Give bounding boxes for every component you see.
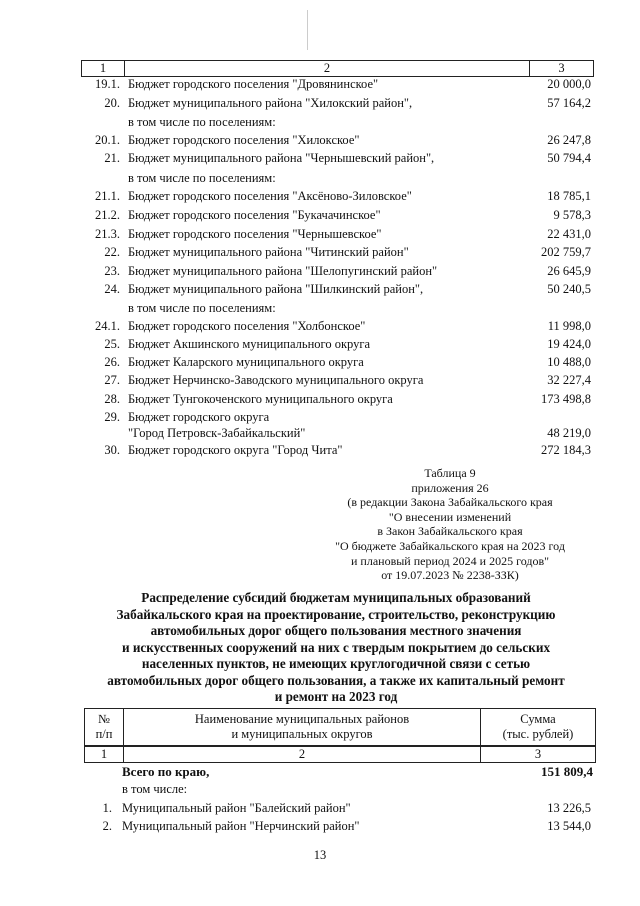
note-line: Таблица 9	[424, 466, 476, 480]
row-text: в том числе по поселениям:	[128, 301, 276, 315]
row-number: 30.	[104, 443, 120, 457]
title-line: Забайкальского края на проектирование, строительство, реконструкцию	[116, 606, 556, 622]
note-line: в Закон Забайкальского края	[377, 524, 523, 539]
table-row	[0, 301, 640, 319]
row-value: 13 544,0	[547, 819, 591, 833]
row-value: 22 431,0	[547, 227, 591, 241]
row-text: Бюджет городского поселения "Хилокское"	[128, 133, 360, 147]
note-line: приложения 26	[411, 480, 489, 495]
row-text: Бюджет Тунгокоченского муниципального округа	[128, 392, 393, 406]
title-line: Распределение субсидий бюджетам муниципальных образований	[141, 590, 531, 605]
table1-col1-index: 1	[99, 61, 107, 75]
table-row	[0, 282, 640, 300]
row-text: Муниципальный район "Балейский район"	[122, 801, 351, 815]
note-line: "О бюджете Забайкальского края на 2023 год	[335, 538, 565, 553]
row-text: Бюджет муниципального района "Шилкинский район",	[128, 282, 424, 296]
table-row	[0, 426, 640, 444]
table-row	[0, 319, 640, 337]
row-text: Бюджет городского поселения "Чернышевское"	[128, 227, 382, 241]
row-text: Бюджет муниципального района "Чернышевский район",	[128, 151, 435, 165]
row-number: 19.1.	[95, 77, 120, 91]
row-number: 29.	[104, 410, 120, 424]
table-row	[0, 264, 640, 282]
header-text: и муниципальных округов	[231, 727, 373, 741]
row-value: 57 164,2	[547, 96, 591, 110]
row-text: Муниципальный район "Нерчинский район"	[122, 819, 360, 833]
table-row	[0, 77, 640, 95]
table-row	[0, 96, 640, 114]
header-text: Наименование муниципальных районов	[194, 712, 410, 726]
total-value: 151 809,4	[541, 764, 593, 779]
scan-mark	[307, 10, 308, 50]
table-row	[0, 133, 640, 151]
row-number: 21.3.	[95, 227, 120, 241]
row-number: 1.	[102, 801, 112, 815]
row-number: 28.	[104, 392, 120, 406]
note-line: "О внесении изменений	[388, 509, 512, 524]
row-number: 20.1.	[95, 133, 120, 147]
row-text: Бюджет муниципального района "Шелопугинский район"	[128, 264, 438, 278]
row-text: Бюджет муниципального района "Хилокский район",	[128, 96, 413, 110]
table-row	[0, 355, 640, 373]
row-text: Бюджет городского поселения "Букачачинское"	[128, 208, 381, 222]
table2-col3-index: 3	[534, 747, 542, 761]
row-number: 20.	[104, 96, 120, 110]
row-value: 10 488,0	[547, 355, 591, 369]
row-number: 24.	[104, 282, 120, 296]
table-row	[0, 115, 640, 133]
row-text: Бюджет городского поселения "Аксёново-Зиловское"	[128, 189, 412, 203]
header-text: (тыс. рублей)	[502, 727, 574, 741]
row-value: 50 240,5	[547, 282, 591, 296]
row-text: Бюджет городского округа	[128, 410, 270, 424]
table-row	[0, 227, 640, 245]
row-number: 25.	[104, 337, 120, 351]
row-value: 19 424,0	[547, 337, 591, 351]
row-value: 32 227,4	[547, 373, 591, 387]
row-value: 173 498,8	[541, 392, 591, 406]
title-line: автомобильных дорог общего пользования местного значения	[150, 623, 522, 638]
table2-header	[84, 708, 596, 746]
row-text: Бюджет городского округа "Город Чита"	[128, 443, 343, 457]
row-text: Бюджет городского поселения "Дровянинское"	[128, 77, 379, 91]
table-row	[0, 337, 640, 355]
table-row	[0, 208, 640, 226]
table1-header	[81, 60, 594, 77]
row-value: 13 226,5	[547, 801, 591, 815]
note-line: от 19.07.2023 № 2238-ЗЗК)	[381, 568, 519, 583]
row-text: Бюджет Каларского муниципального округа	[128, 355, 364, 369]
table-row	[0, 245, 640, 263]
table-row	[0, 819, 640, 837]
row-text: Бюджет муниципального района "Читинский район"	[128, 245, 409, 259]
row-value: 26 645,9	[547, 264, 591, 278]
table-row	[0, 171, 640, 189]
page-number: 13	[313, 848, 327, 862]
note-line: (в редакции Закона Забайкальского края	[347, 495, 553, 510]
table2-index-row	[84, 746, 596, 763]
note-line: и плановый период 2024 и 2025 годов"	[350, 553, 550, 568]
table1-col2-index: 2	[323, 61, 331, 75]
document-title	[76, 590, 596, 706]
row-text: в том числе по поселениям:	[128, 115, 276, 129]
row-value: 18 785,1	[547, 189, 591, 203]
table2-body	[0, 764, 640, 844]
table-row	[0, 392, 640, 410]
row-value: 26 247,8	[547, 133, 591, 147]
table-row	[0, 443, 640, 461]
including-row	[0, 782, 640, 800]
row-value: 11 998,0	[547, 319, 591, 333]
row-value: 9 578,3	[553, 208, 591, 222]
table2-col1-index: 1	[100, 747, 108, 761]
total-row	[0, 764, 640, 782]
row-number: 22.	[104, 245, 120, 259]
row-text: "Город Петровск-Забайкальский"	[128, 426, 306, 440]
header-text: Сумма	[520, 712, 556, 726]
row-value: 272 184,3	[541, 443, 591, 457]
row-text: Бюджет Акшинского муниципального округа	[128, 337, 371, 351]
row-value: 202 759,7	[541, 245, 591, 259]
row-number: 27.	[104, 373, 120, 387]
row-number: 24.1.	[95, 319, 120, 333]
table-row	[0, 189, 640, 207]
row-value: 20 000,0	[547, 77, 591, 91]
title-line: и искусственных сооружений на них с твердым покрытием до сельских	[121, 639, 551, 655]
table2-col1-header	[85, 712, 123, 742]
row-number: 21.	[104, 151, 120, 165]
table1-col3-index: 3	[558, 61, 565, 75]
table2-col3-header	[481, 712, 595, 742]
row-text: Бюджет Нерчинско-Заводского муниципального округа	[128, 373, 424, 387]
row-number: 21.2.	[95, 208, 120, 222]
row-value: 48 219,0	[547, 426, 591, 440]
row-text: Бюджет городского поселения "Холбонское"	[128, 319, 366, 333]
row-number: 23.	[104, 264, 120, 278]
table-row	[0, 373, 640, 391]
title-line: населенных пунктов, не имеющих круглогодичной связи с сетью	[141, 656, 531, 671]
title-line: и ремонт на 2023 год	[274, 689, 398, 704]
row-text: в том числе по поселениям:	[128, 171, 276, 185]
title-line: автомобильных дорог общего пользования, а также их капитальный ремонт	[107, 672, 565, 688]
row-number: 2.	[102, 819, 112, 833]
header-text: №	[98, 712, 110, 726]
total-label: Всего по краю,	[122, 764, 210, 779]
row-value: 50 794,4	[547, 151, 591, 165]
table1-body	[0, 77, 640, 457]
table-row	[0, 801, 640, 819]
table-row	[0, 151, 640, 169]
row-number: 26.	[104, 355, 120, 369]
header-text: п/п	[95, 727, 113, 741]
note-block	[300, 466, 600, 583]
table2-col2-header	[124, 712, 480, 742]
row-number: 21.1.	[95, 189, 120, 203]
table2-col2-index: 2	[298, 747, 306, 761]
including-label: в том числе:	[122, 782, 188, 796]
